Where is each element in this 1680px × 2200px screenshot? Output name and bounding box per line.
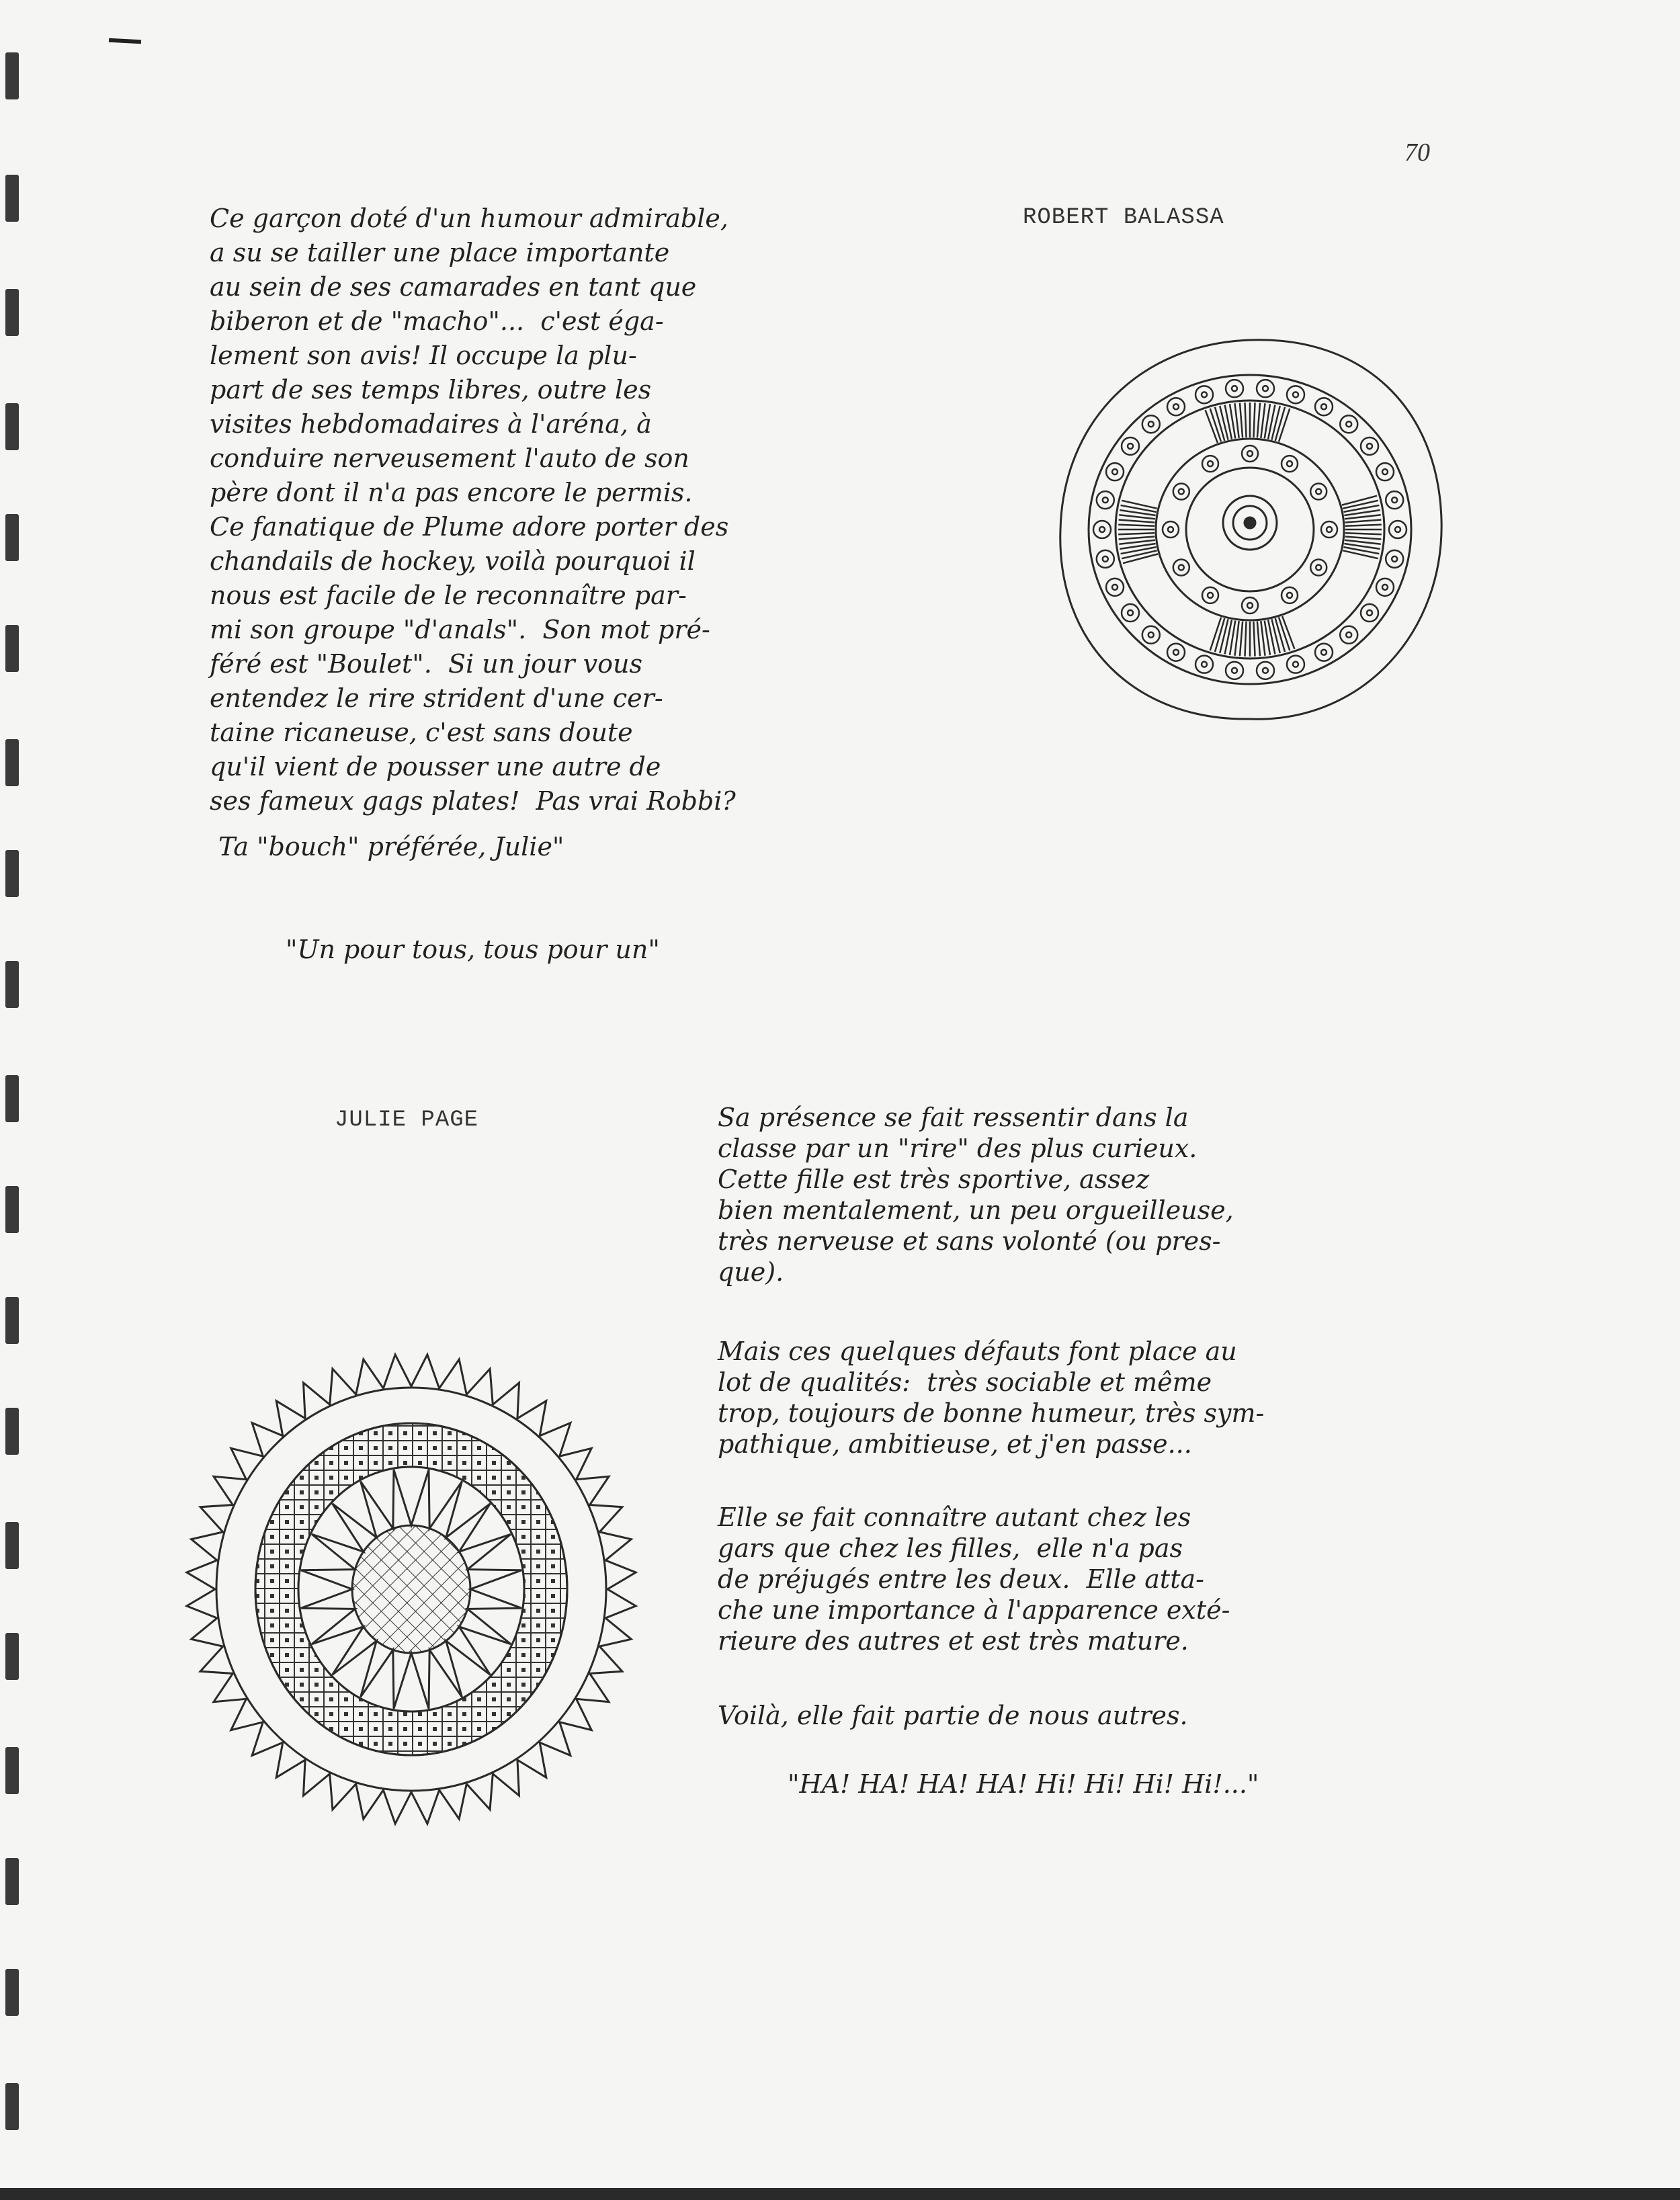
text-line: père dont il n'a pas encore le permis. [210, 478, 693, 507]
text-line: que). [718, 1257, 784, 1287]
text-line: pathique, ambitieuse, et j'en passe... [718, 1429, 1192, 1459]
laugh-text: "HA! HA! HA! HA! Hi! Hi! Hi! Hi!..." [788, 1769, 1259, 1799]
signature [218, 830, 564, 864]
text-line: Sa présence se fait ressentir dans la [718, 1103, 1189, 1132]
text-line: Ce garçon doté d'un humour admirable, [210, 204, 728, 233]
text-line: che une importance à l'apparence exté- [718, 1595, 1230, 1625]
page-bottom-edge [0, 2188, 1680, 2200]
motto-text: "Un pour tous, tous pour un" [286, 935, 660, 964]
circular-ornament-drawing-icon [1048, 328, 1452, 731]
person-name-julie: JULIE PAGE [335, 1107, 479, 1133]
text-line: taine ricaneuse, c'est sans doute [210, 718, 633, 747]
text-line: mi son groupe "d'anals". Son mot pré- [210, 615, 710, 644]
person-name-robert: ROBERT BALASSA [1023, 205, 1224, 230]
text-line: féré est "Boulet". Si un jour vous [210, 649, 642, 679]
paragraph-julie-3 [718, 1502, 1230, 1656]
text-line: lot de qualités: très sociable et même [718, 1367, 1212, 1397]
motto [286, 933, 660, 967]
text-line: Cette fille est très sportive, assez [718, 1165, 1150, 1194]
text-line: visites hebdomadaires à l'aréna, à [210, 409, 652, 439]
text-line: trop, toujours de bonne humeur, très sym- [718, 1398, 1265, 1428]
text-line: entendez le rire strident d'une cer- [210, 683, 663, 713]
text-line: conduire nerveusement l'auto de son [210, 443, 689, 473]
text-line: Elle se fait connaître autant chez les [718, 1503, 1191, 1532]
text-line: lement son avis! Il occupe la plu- [210, 341, 637, 370]
paragraph-robert [210, 202, 736, 818]
text-line: chandails de hockey, voilà pourquoi il [210, 546, 696, 576]
paragraph-julie-2 [718, 1336, 1264, 1459]
text-line: bien mentalement, un peu orgueilleuse, [718, 1195, 1234, 1225]
text-line: a su se tailler une place importante [210, 238, 670, 267]
text-line: rieure des autres et est très mature. [718, 1626, 1189, 1656]
text-line: qu'il vient de pousser une autre de [210, 752, 661, 781]
text-line: Voilà, elle fait partie de nous autres. [718, 1701, 1188, 1730]
text-line: gars que chez les filles, elle n'a pas [718, 1533, 1183, 1563]
text-line: au sein de ses camarades en tant que [210, 272, 697, 302]
laugh-quote [788, 1769, 1259, 1800]
page-number: 70 [1404, 138, 1430, 167]
text-line: classe par un "rire" des plus curieux. [718, 1134, 1198, 1163]
text-line: part de ses temps libres, outre les [210, 375, 652, 405]
text-line: Mais ces quelques défauts font place au [718, 1337, 1237, 1366]
text-line: ses fameux gags plates! Pas vrai Robbi? [210, 786, 736, 816]
paragraph-julie-1 [718, 1102, 1234, 1287]
signature-text: Ta "bouch" préférée, Julie" [218, 832, 564, 861]
text-line: très nerveuse et sans volonté (ou pres- [718, 1226, 1221, 1256]
sun-ornament-drawing-icon [176, 1337, 646, 1848]
text-line: Ce fanatique de Plume adore porter des [210, 512, 729, 542]
ink-mark [109, 38, 141, 44]
text-line: de préjugés entre les deux. Elle atta- [718, 1564, 1204, 1594]
text-line: biberon et de "macho"... c'est éga- [210, 306, 664, 336]
paragraph-julie-4 [718, 1700, 1188, 1731]
binding-holes [5, 0, 20, 2200]
text-line: nous est facile de le reconnaître par- [210, 581, 687, 610]
